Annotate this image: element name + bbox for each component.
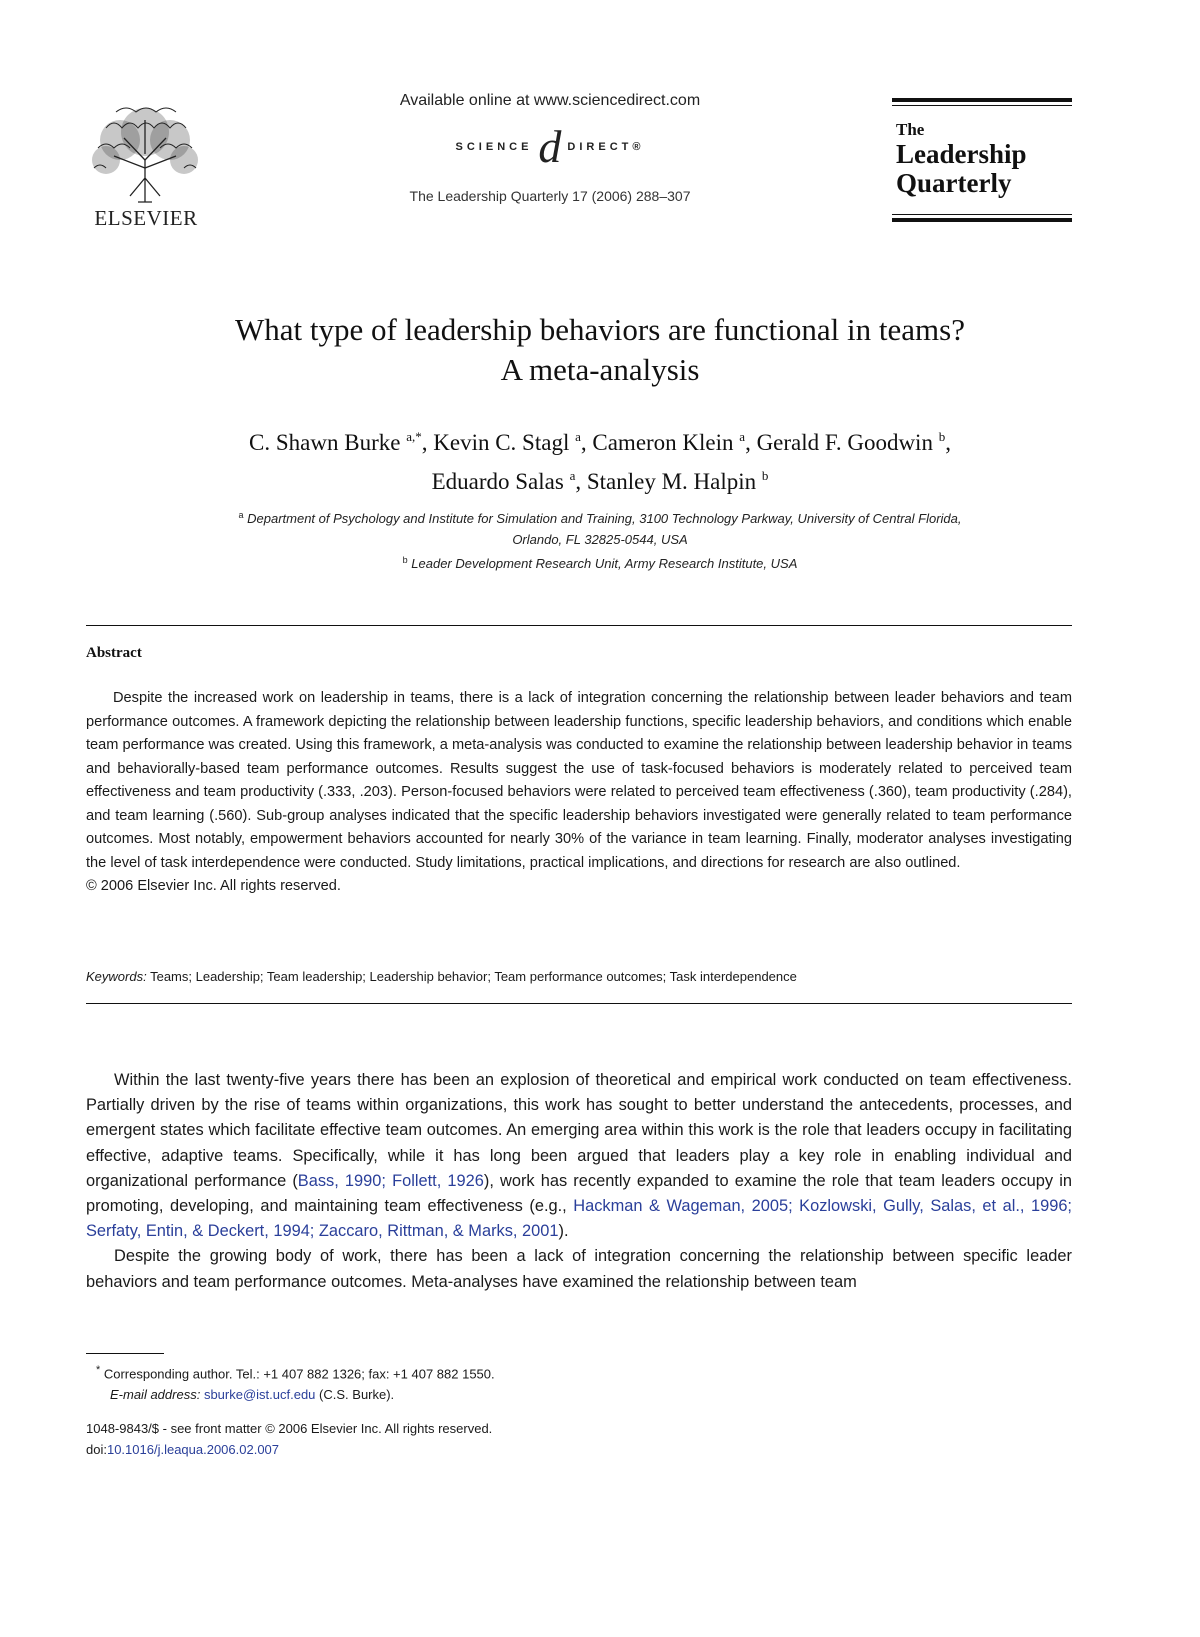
citation-link[interactable]: Bass, 1990; Follett, 1926 [297,1171,484,1190]
author-affil-sup[interactable]: a [739,429,746,444]
doi-link[interactable]: 10.1016/j.leaqua.2006.02.007 [106,1442,280,1457]
abstract-text: Despite the increased work on leadership in teams, there is a lack of integration concerning the relationship between leader behaviors and team performance outcomes. A framework depicting the relationship between leadership functions, specific leadership behaviors, and conditions which enable team performance was created. Using this framework, a meta-analysis was conducted to examine the relationship between leadership behavior in teams and behaviorally-based team performance outcomes. Results suggest the use of task-focused behaviors is moderately related to perceived team effectiveness and team productivity (.333, .203). Person-focused behaviors were related to perceived team effectiveness (.360), team productivity (.284), and team learning (.560). Sub-group analyses indicated that the specific leadership behaviors investigated were generally related to team performance outcomes. Most notably, empowerment behaviors accounted for nearly 30% of the variance in team learning. Finally, moderator analyses investigating the level of task interdependence were conducted. Study limitations, practical implications, and directions for research are also outlined. [86,690,1072,871]
author-affil-sup[interactable]: a [569,468,576,483]
author-line2 [100,459,1100,498]
tree-emblem-icon [86,98,204,206]
doi-line [86,1439,1072,1460]
sd-registered-mark: ® [632,141,645,153]
author-name[interactable]: C. Shawn Burke [249,430,401,455]
footnote-rule [86,1353,164,1354]
footnote-corresponding [86,1360,1072,1384]
journal-bottom-thin-rule [892,214,1072,215]
journal-title-the: The [896,120,925,139]
journal-top-rule [892,98,1072,102]
issn-block [86,1418,1072,1460]
email-link[interactable]: sburke@ist.ucf.edu [203,1387,316,1403]
body-text [86,1068,1072,1295]
sd-left-word: SCIENCE [455,141,533,153]
author-line1 [100,420,1100,459]
journal-top-thin-rule [892,105,1072,106]
journal-bottom-rule [892,218,1072,222]
keywords [86,969,1072,984]
sciencedirect-logo [330,121,770,172]
availability-text[interactable]: Available online at www.sciencedirect.com [399,92,701,109]
body-paragraph [86,1068,1072,1244]
header-center [330,92,770,204]
author-name[interactable]: Kevin C. Stagl [433,430,570,455]
keywords-text: Teams; Leadership; Team leadership; Leadership behavior; Team performance outcomes; Task interdependence [150,969,797,984]
author-separator: , [575,469,587,494]
author-affil-sup[interactable]: b [938,429,946,444]
footnote-star: * [96,1364,101,1376]
journal-title-box [892,98,1072,222]
journal-title-line1: Leadership [896,139,1027,169]
title-line1: What type of leadership behaviors are functional in teams? [235,312,965,347]
author-separator: , [421,430,434,455]
sd-right-text: DIRECT [567,141,633,153]
article-title [100,310,1100,390]
author-separator: , [580,430,593,455]
author-affil-sup[interactable]: b [761,468,769,483]
affiliation-a [100,505,1100,529]
journal-citation: The Leadership Quarterly 17 (2006) 288–307 [409,188,691,204]
affiliation-a-line2: Orlando, FL 32825-0544, USA [512,532,688,547]
abstract-heading: Abstract [86,645,142,661]
footnote-email-line [86,1384,1072,1405]
author-separator: , [745,430,757,455]
author-list [100,420,1100,498]
email-label: E-mail address: [110,1387,201,1403]
affiliation-b-line: Leader Development Research Unit, Army Research Institute, USA [411,556,798,571]
paragraph-text: Within the last twenty-five years there has been an explosion of theoretical and empirical work conducted on team effectiveness. Partially driven by the rise of teams within organizations, this work has sought to better understand the antecedents, processes, and emergent states which facilitate effective team outcomes. An emerging area within this work is the role that leaders occupy in facilitating effective, adaptive teams. Specifically, while it has long been argued that leaders play a key role in enabling individual and organizational performance ( [86,1071,1072,1190]
citation-link[interactable]: Hackman & Wageman, 2005; Kozlowski, Gully, Salas, et al., 1996; Serfaty, Entin, & Deckert, 1994; Zaccaro, Rittman, & Marks, 2001 [86,1197,1072,1241]
author-affil-sup[interactable]: a,* [406,429,422,444]
publisher-name: ELSEVIER [94,206,198,230]
affiliations [100,505,1100,574]
title-line2: A meta-analysis [500,352,700,387]
affiliation-sup: b [402,555,408,565]
abstract-bottom-rule [86,1003,1072,1004]
paragraph-text: ). [558,1222,569,1241]
affiliation-b [100,550,1100,574]
body-paragraph: Despite the growing body of work, there has been a lack of integration concerning the relationship between specific leader behaviors and team performance outcomes. Meta-analyses have examined the relationship between team [86,1247,1072,1291]
footnote-corresponding-text: Corresponding author. Tel.: +1 407 882 1326; fax: +1 407 882 1550. [103,1366,495,1382]
affiliation-sup: a [238,510,244,520]
keywords-label: Keywords: [86,969,147,984]
author-affil-sup[interactable]: a [575,429,581,444]
doi-prefix: doi: [86,1442,107,1457]
sd-at-icon: d [538,121,562,172]
author-name[interactable]: Eduardo Salas [431,469,564,494]
author-name[interactable]: Stanley M. Halpin [586,469,757,494]
author-name[interactable]: Cameron Klein [592,430,734,455]
journal-title-line2: Quarterly [896,168,1012,198]
email-suffix: (C.S. Burke). [319,1387,395,1403]
affiliation-a-line1: Department of Psychology and Institute for Simulation and Training, 3100 Technology Parkway, University of Central Florida, [247,511,962,526]
sd-right-word [567,141,644,153]
author-name[interactable]: Gerald F. Goodwin [756,430,933,455]
footnote [86,1360,1072,1405]
journal-bottom-rules [892,214,1072,222]
paragraph-text: ), work has recently expanded to examine the role that team leaders occupy in promoting, developing, and maintaining team effectiveness (e.g., [86,1171,1072,1216]
author-separator: , [945,430,951,455]
abstract-top-rule [86,625,1072,626]
issn-line: 1048-9843/$ - see front matter © 2006 Elsevier Inc. All rights reserved. [86,1421,493,1436]
abstract-body [86,687,1072,899]
abstract-copyright: © 2006 Elsevier Inc. All rights reserved. [86,878,341,894]
